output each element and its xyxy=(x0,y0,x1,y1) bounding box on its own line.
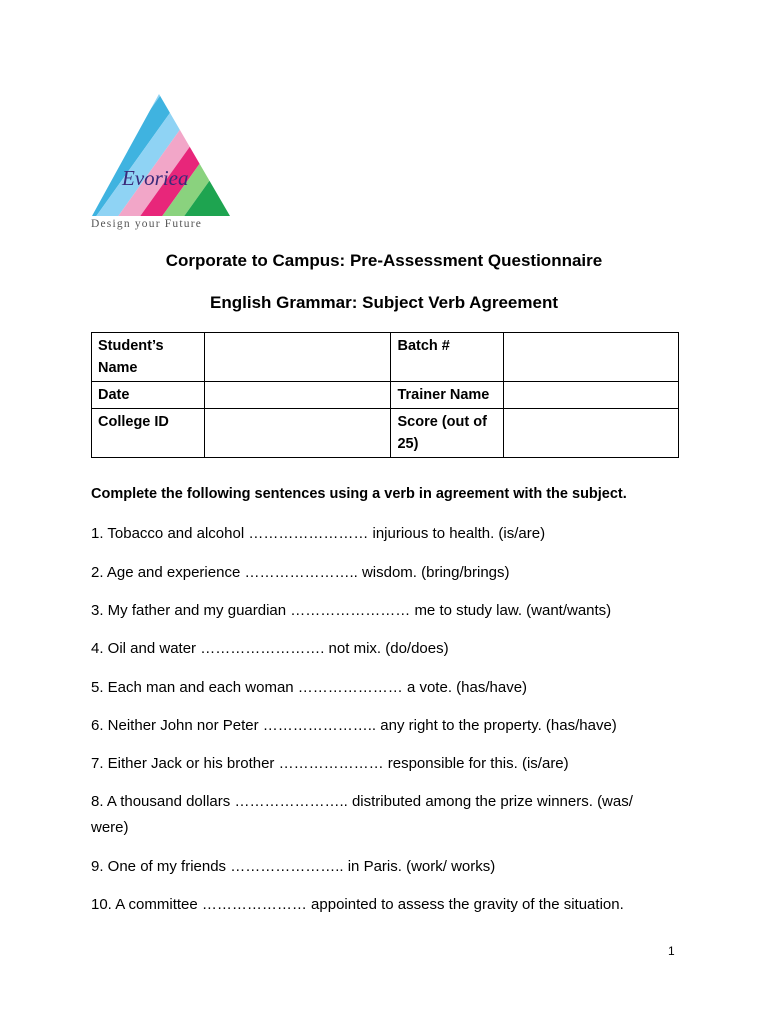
college-id-field[interactable] xyxy=(204,409,391,458)
question-item: 1. Tobacco and alcohol …………………… injurious to health. (is/are) xyxy=(91,525,546,542)
question-item: 8. A thousand dollars ………………….. distributed among the prize winners. (was/ were) xyxy=(91,793,633,836)
college-id-label: College ID xyxy=(92,409,205,458)
info-row xyxy=(92,409,679,458)
question-item: 4. Oil and water ……………………. not mix. (do/does) xyxy=(91,640,449,657)
question-item: 5. Each man and each woman ………………… a vote. (has/have) xyxy=(91,679,528,696)
batch-label: Batch # xyxy=(391,333,504,382)
score-label: Score (out of 25) xyxy=(391,409,504,458)
question-item: 2. Age and experience ………………….. wisdom. (bring/brings) xyxy=(91,564,510,581)
score-field[interactable] xyxy=(504,409,679,458)
date-field[interactable] xyxy=(204,382,391,409)
batch-field[interactable] xyxy=(504,333,679,382)
logo-tagline: Design your Future xyxy=(91,218,203,230)
logo-brand-text: Evoriea xyxy=(122,166,189,190)
trainer-name-field[interactable] xyxy=(504,382,679,409)
trainer-name-label: Trainer Name xyxy=(391,382,504,409)
document-subtitle: English Grammar: Subject Verb Agreement xyxy=(210,293,558,312)
document-title: Corporate to Campus: Pre-Assessment Questionnaire xyxy=(165,251,603,270)
info-row xyxy=(92,333,679,382)
logo-stripes xyxy=(88,92,236,222)
question-item: 9. One of my friends ………………….. in Paris. (work/ works) xyxy=(91,858,496,875)
evoriea-logo xyxy=(88,92,236,238)
question-item: 6. Neither John nor Peter ………………….. any right to the property. (has/have) xyxy=(91,717,617,734)
page-number: 1 xyxy=(668,944,675,958)
question-item: 7. Either Jack or his brother ………………… responsible for this. (is/are) xyxy=(91,755,569,772)
instructions: Complete the following sentences using a verb in agreement with the subject. xyxy=(91,486,627,502)
date-label: Date xyxy=(92,382,205,409)
student-info-table xyxy=(91,332,679,458)
info-row xyxy=(92,382,679,409)
question-item: 10. A committee ………………… appointed to assess the gravity of the situation. xyxy=(91,896,624,913)
students-name-label: Student’s Name xyxy=(92,333,205,382)
question-item: 3. My father and my guardian …………………… me to study law. (want/wants) xyxy=(91,602,612,619)
students-name-field[interactable] xyxy=(204,333,391,382)
